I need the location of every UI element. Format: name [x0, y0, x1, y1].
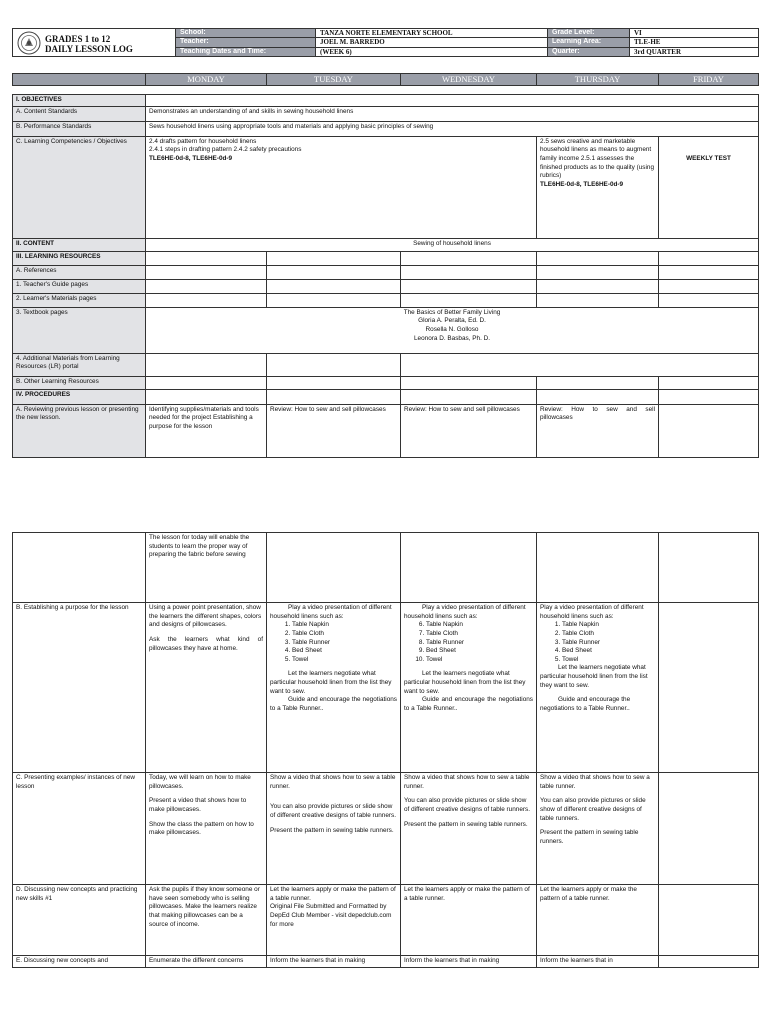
lesson-table-2-block — [12, 532, 758, 968]
other-tue — [267, 376, 401, 389]
continuation-tue — [267, 533, 401, 603]
list-item: 6. Table Napkin — [426, 621, 533, 630]
proc-d-mon: Ask the pupils if they know someone or have seen somebody who is selling pillowcases. Make the learners realize that making pillowcases can be a source of income. — [146, 885, 267, 956]
list-item: 3. Table Runner — [292, 639, 397, 648]
proc-c-wed-p1: Show a video that shows how to sew a table runner. — [404, 774, 530, 790]
proc-e-mon: Enumerate the different concerns — [146, 956, 267, 968]
proc-c-wed-p3: Present the pattern in sewing table runners. — [404, 820, 528, 828]
grade-value: VI — [630, 29, 759, 38]
list-item: 2. Table Cloth — [562, 630, 655, 639]
list-item: 5. Towel — [562, 656, 655, 665]
lesson-table-2 — [12, 532, 759, 968]
proc-b-tue — [267, 603, 401, 773]
competencies-mon-wed — [146, 136, 537, 238]
proc-c-tue-p1: Show a video that shows how to sew a table runner. — [270, 774, 396, 790]
day-friday: FRIDAY — [659, 74, 759, 86]
proc-c-fri — [659, 773, 759, 885]
teacher-label: Teacher: — [176, 38, 316, 47]
other-wed — [401, 376, 537, 389]
additional-tue — [267, 353, 401, 376]
header-table — [12, 28, 759, 57]
logo-cell — [13, 29, 176, 57]
content-standards-label: A. Content Standards — [13, 106, 146, 121]
proc-d-label: D. Discussing new concepts and practicing new skills #1 — [13, 885, 146, 956]
proc-b-wed-intro: Play a video presentation of different household linens such as: — [404, 604, 526, 620]
textbook-title: The Basics of Better Family Living — [403, 308, 501, 316]
tg-fri — [659, 279, 759, 293]
proc-c-mon — [146, 773, 267, 885]
continuation-thu — [537, 533, 659, 603]
other-thu — [537, 376, 659, 389]
procedures-wed — [401, 389, 537, 404]
day-header-blank — [13, 74, 146, 86]
school-value: TANZA NORTE ELEMENTARY SCHOOL — [316, 29, 548, 38]
resources-tue — [267, 251, 401, 265]
other-mon — [146, 376, 267, 389]
area-label: Learning Area: — [548, 38, 630, 47]
competency-line-1: 2.4 drafts pattern for household linens — [149, 137, 257, 145]
list-item: 10. Towel — [426, 656, 533, 665]
title-line-2: DAILY LESSON LOG — [45, 44, 133, 54]
proc-b-thu-intro: Play a video presentation of different household linens such as: — [540, 604, 644, 620]
other-fri — [659, 376, 759, 389]
lm-fri — [659, 293, 759, 307]
proc-d-tue-p2: Original File Submitted and Formatted by DepEd Club Member - visit depedclub.com for more — [270, 903, 392, 928]
lm-tue — [267, 293, 401, 307]
proc-c-wed-p2: You can also provide pictures or slide show of different creative designs of table runners. — [404, 797, 530, 813]
proc-b-mon-p1: Using a power point presentation, show the learners the different shapes, colors and designs of pillowcases. — [149, 604, 262, 629]
competencies-thursday — [537, 136, 659, 238]
proc-b-label: B. Establishing a purpose for the lesson — [13, 603, 146, 773]
competency-thu-codes: TLE6HE-0d-8, TLE6HE-0d-9 — [540, 180, 624, 188]
list-item: 2. Table Cloth — [292, 630, 397, 639]
procedures-heading: IV. PROCEDURES — [13, 389, 146, 404]
proc-b-wed-p2: Let the learners negotiate what particular household linen from the list they want to sew. — [404, 670, 526, 695]
proc-a-label: A. Reviewing previous lesson or presenting the new lesson. — [13, 404, 146, 457]
weekly-test-cell: WEEKLY TEST — [659, 136, 759, 238]
other-resources-label: B. Other Learning Resources — [13, 376, 146, 389]
additional-mon — [146, 353, 267, 376]
proc-b-wed-p3: Guide and encourage the negotiations to a Table Runner.. — [404, 696, 533, 713]
references-wed — [401, 265, 537, 279]
objectives-blank — [146, 95, 759, 107]
proc-b-tue-p2: Let the learners negotiate what particular household linen from the list they want to sew. — [270, 670, 392, 695]
performance-standards-label: B. Performance Standards — [13, 121, 146, 136]
resources-mon — [146, 251, 267, 265]
proc-a-tue: Review: How to sew and sell pillowcases — [267, 404, 401, 457]
day-tuesday: TUESDAY — [267, 74, 401, 86]
teacher-value: JOEL M. BARREDO — [316, 38, 548, 47]
lesson-table-1-block — [12, 94, 758, 458]
continuation-mon: The lesson for today will enable the students to learn the proper way of preparing the fabric before sewing — [146, 533, 267, 603]
tg-wed — [401, 279, 537, 293]
proc-d-thu: Let the learners apply or make the pattern of a table runner. — [537, 885, 659, 956]
competency-codes: TLE6HE-0d-8, TLE6HE-0d-9 — [149, 154, 233, 162]
list-item: 1. Table Napkin — [562, 621, 655, 630]
teachers-guide-label: 1. Teacher's Guide pages — [13, 279, 146, 293]
header-block — [12, 28, 758, 57]
resources-thu — [537, 251, 659, 265]
proc-b-tue-p3: Guide and encourage the negotiations to a Table Runner.. — [270, 696, 397, 713]
proc-c-label: C. Presenting examples/ instances of new lesson — [13, 773, 146, 885]
proc-c-wed — [401, 773, 537, 885]
resources-heading: III. LEARNING RESOURCES — [13, 251, 146, 265]
proc-b-thu-list — [540, 621, 655, 664]
proc-b-tue-intro: Play a video presentation of different household linens such as: — [270, 604, 392, 620]
proc-b-wed-list — [404, 621, 533, 664]
tg-thu — [537, 279, 659, 293]
textbook-label: 3. Textbook pages — [13, 307, 146, 353]
proc-d-wed: Let the learners apply or make the pattern of a table runner. — [401, 885, 537, 956]
lm-wed — [401, 293, 537, 307]
procedures-thu — [537, 389, 659, 404]
tg-mon — [146, 279, 267, 293]
proc-a-wed: Review: How to sew and sell pillowcases — [401, 404, 537, 457]
quarter-value: 3rd QUARTER — [630, 47, 759, 56]
procedures-fri — [659, 389, 759, 404]
competency-line-2: 2.4.1 steps in drafting pattern 2.4.2 safety precautions — [149, 146, 302, 154]
continuation-label — [13, 533, 146, 603]
proc-b-fri — [659, 603, 759, 773]
proc-e-thu: Inform the learners that in — [537, 956, 659, 968]
proc-b-thu — [537, 603, 659, 773]
proc-b-thu-p2: Let the learners negotiate what particular household linen from the list they want to sew. — [540, 664, 648, 689]
resources-wed — [401, 251, 537, 265]
procedures-tue — [267, 389, 401, 404]
day-header-table — [12, 73, 759, 86]
proc-c-thu-p2: You can also provide pictures or slide show of different creative designs of table runners. — [540, 797, 646, 822]
document-title — [45, 34, 133, 54]
proc-a-thu: Review: How to sew and sell pillowcases — [537, 404, 659, 457]
content-text: Sewing of household linens — [146, 238, 759, 251]
dates-label: Teaching Dates and Time: — [176, 47, 316, 56]
proc-e-label: E. Discussing new concepts and — [13, 956, 146, 968]
day-monday: MONDAY — [146, 74, 267, 86]
learners-materials-label: 2. Learner's Materials pages — [13, 293, 146, 307]
list-item: 9. Bed Sheet — [426, 647, 533, 656]
performance-standards-text: Sews household linens using appropriate tools and materials and applying basic principles of sewing — [146, 121, 759, 136]
proc-b-mon — [146, 603, 267, 773]
competencies-label: C. Learning Competencies / Objectives — [13, 136, 146, 238]
day-thursday: THURSDAY — [537, 74, 659, 86]
proc-d-fri — [659, 885, 759, 956]
proc-b-thu-p3: Guide and encourage the negotiations to a Table Runner.. — [540, 696, 631, 713]
proc-c-tue-p3: Present the pattern in sewing table runners. — [270, 826, 394, 834]
proc-c-tue — [267, 773, 401, 885]
textbook-author-2: Rosella N. Golloso — [425, 325, 479, 333]
references-fri — [659, 265, 759, 279]
dates-value: (WEEK 6) — [316, 47, 548, 56]
textbook-text — [146, 307, 759, 353]
proc-c-thu-p1: Show a video that shows how to sew a table runner. — [540, 774, 650, 790]
proc-c-mon-p3: Show the class the pattern on how to make pillowcases. — [149, 820, 254, 837]
list-item: 3. Table Runner — [562, 639, 655, 648]
quarter-label: Quarter: — [548, 47, 630, 56]
proc-b-tue-list — [270, 621, 397, 664]
list-item: 8. Table Runner — [426, 639, 533, 648]
day-header-block — [12, 73, 758, 86]
proc-a-mon: Identifying supplies/materials and tools needed for the project Establishing a purpose for the lesson — [146, 404, 267, 457]
proc-c-thu-p3: Present the pattern in sewing table runners. — [540, 829, 639, 845]
list-item: 4. Bed Sheet — [292, 647, 397, 656]
list-item: 7. Table Cloth — [426, 630, 533, 639]
continuation-fri — [659, 533, 759, 603]
proc-c-mon-p1: Today, we will learn on how to make pillowcases. — [149, 774, 251, 790]
continuation-wed — [401, 533, 537, 603]
proc-e-wed: Inform the learners that in making — [401, 956, 537, 968]
references-mon — [146, 265, 267, 279]
proc-a-fri — [659, 404, 759, 457]
proc-e-tue: Inform the learners that in making — [267, 956, 401, 968]
day-wednesday: WEDNESDAY — [401, 74, 537, 86]
list-item: 4. Bed Sheet — [562, 647, 655, 656]
references-label: A. References — [13, 265, 146, 279]
lesson-table-1 — [12, 94, 759, 458]
deped-seal-icon — [17, 31, 41, 55]
title-line-1: GRADES 1 to 12 — [45, 34, 111, 44]
proc-c-thu — [537, 773, 659, 885]
list-item: 5. Towel — [292, 656, 397, 665]
procedures-mon — [146, 389, 267, 404]
textbook-author-3: Leonora D. Basbas, Ph. D. — [414, 334, 491, 342]
competency-thu-text: 2.5 sews creative and marketable household linens as means to augment family income 2.5.1 assesses the finished products as to the quality (using rubrics) — [540, 137, 655, 180]
proc-b-wed — [401, 603, 537, 773]
lm-mon — [146, 293, 267, 307]
proc-d-tue — [267, 885, 401, 956]
tg-tue — [267, 279, 401, 293]
references-tue — [267, 265, 401, 279]
additional-materials-label: 4. Additional Materials from Learning Resources (LR) portal — [13, 353, 146, 376]
resources-fri — [659, 251, 759, 265]
proc-c-tue-p2: You can also provide pictures or slide show of different creative designs of table runners. — [270, 803, 396, 819]
lm-thu — [537, 293, 659, 307]
grade-label: Grade Level: — [548, 29, 630, 38]
list-item: 1. Table Napkin — [292, 621, 397, 630]
objectives-heading: I. OBJECTIVES — [13, 95, 146, 107]
references-thu — [537, 265, 659, 279]
content-heading: II. CONTENT — [13, 238, 146, 251]
proc-c-mon-p2: Present a video that shows how to make pillowcases. — [149, 797, 247, 813]
school-label: School: — [176, 29, 316, 38]
area-value: TLE-HE — [630, 38, 759, 47]
content-standards-text: Demonstrates an understanding of and skills in sewing household linens — [146, 106, 759, 121]
additional-wed-fri — [401, 353, 759, 376]
textbook-author-1: Gloria A. Peralta, Ed. D. — [418, 317, 486, 325]
proc-b-mon-p2: Ask the learners what kind of pillowcases they have at home. — [149, 635, 263, 652]
proc-d-tue-p1: Let the learners apply or make the pattern of a table runner. — [270, 886, 396, 902]
proc-e-fri — [659, 956, 759, 968]
